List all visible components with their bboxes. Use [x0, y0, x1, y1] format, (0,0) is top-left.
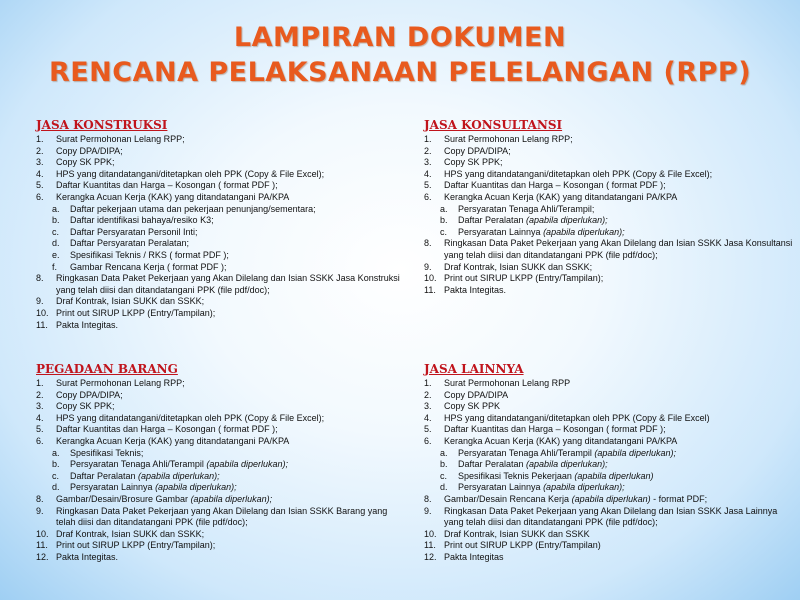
list-item: [36, 529, 406, 541]
item-note: (apabila diperlukan);: [543, 226, 625, 237]
item-text: Daftar Kuantitas dan Harga – Kosongan ( format PDF );: [444, 424, 666, 435]
item-number: 2.: [36, 389, 44, 400]
item-text: Spesifikasi Teknis;: [70, 447, 144, 458]
item-number: 1.: [424, 134, 432, 144]
list-item: [36, 157, 406, 169]
item-number: 5.: [36, 180, 44, 191]
item-text: Ringkasan Data Paket Pekerjaan yang Akan Dilelang dan Isian SSKK Jasa Konsultansi yang telah diisi dan ditandatangani PPK (file pdf/doc);: [444, 238, 793, 260]
item-number: a.: [52, 203, 60, 214]
item-number: 11.: [36, 319, 48, 330]
item-text: Persyaratan Lainnya: [458, 226, 544, 237]
list-item: [424, 529, 794, 541]
item-text: Spesifikasi Teknis Pekerjaan: [458, 470, 575, 481]
item-text: Pakta Integitas.: [56, 551, 119, 562]
list-item: [36, 308, 406, 320]
list-item: [36, 436, 406, 448]
item-number: b.: [52, 215, 60, 226]
list-item: [424, 262, 794, 274]
item-text: Surat Permohonan Lelang RPP;: [56, 134, 185, 144]
item-text: Daftar identifikasi bahaya/resiko K3;: [70, 215, 214, 226]
item-number: 8.: [424, 493, 432, 504]
item-number: 9.: [424, 505, 432, 516]
list-item: [424, 146, 794, 158]
list-item: [424, 506, 794, 529]
numbered-list: [424, 134, 794, 204]
item-number: d.: [52, 482, 60, 493]
list-item: [424, 436, 794, 448]
sub-list-item: [424, 482, 794, 494]
item-note: (apabila diperlukan): [574, 470, 654, 481]
item-text: Persyaratan Tenaga Ahli/Terampil: [70, 459, 207, 470]
item-text: Ringkasan Data Paket Pekerjaan yang Akan Dilelang dan Isian SSKK Jasa Lainnya yang telah diisi dan ditandatangani PPK (file pdf/doc);: [444, 505, 778, 528]
numbered-list: [424, 238, 794, 296]
list-item: [36, 494, 406, 506]
item-number: 11.: [424, 284, 436, 295]
item-note: (apabila diperlukan);: [594, 447, 676, 458]
item-number: 4.: [424, 412, 432, 423]
sub-list-item: [424, 448, 794, 460]
item-list: [424, 134, 794, 296]
item-number: c.: [440, 470, 448, 481]
sub-list-item: [36, 262, 406, 274]
list-item: [424, 494, 794, 506]
sub-list-item: [36, 448, 406, 460]
item-note: (apabila diperlukan);: [138, 470, 220, 481]
list-item: [36, 192, 406, 204]
item-text: Daftar Kuantitas dan Harga – Kosongan ( format PDF );: [56, 424, 278, 435]
item-number: f.: [52, 261, 58, 272]
item-text: Pakta Integitas.: [444, 284, 507, 295]
item-number: 8.: [424, 238, 432, 249]
sub-item-list: [36, 204, 406, 274]
item-note: (apabila diperlukan);: [543, 482, 625, 493]
numbered-list: [36, 494, 406, 564]
title-line-1: LAMPIRAN DOKUMEN: [233, 22, 567, 53]
item-text: Copy SK PPK;: [56, 157, 115, 168]
item-number: b.: [440, 215, 448, 226]
item-text: HPS yang ditandatangani/ditetapkan oleh PPK (Copy & File Excel);: [444, 168, 713, 179]
item-number: 10.: [36, 528, 49, 539]
list-item: [424, 169, 794, 181]
item-note: (apabila diperlukan);: [190, 493, 273, 504]
item-number: 3.: [424, 401, 432, 412]
item-number: e.: [52, 249, 60, 260]
item-text: Persyaratan Lainnya: [70, 482, 156, 493]
item-list: [36, 134, 406, 331]
sub-list-item: [36, 250, 406, 262]
item-list: [424, 378, 794, 564]
list-item: [424, 378, 794, 390]
list-item: [36, 390, 406, 402]
item-text: HPS yang ditandatangani/ditetapkan oleh PPK (Copy & File Excel): [444, 412, 710, 423]
item-text: Print out SIRUP LKPP (Entry/Tampilan);: [56, 307, 216, 318]
sub-list-item: [424, 459, 794, 471]
item-text: Daftar Persyaratan Personil Inti;: [70, 226, 198, 237]
item-number: a.: [440, 447, 448, 458]
item-text: Daftar Kuantitas dan Harga – Kosongan ( format PDF );: [444, 180, 666, 191]
item-text: Copy DPA/DIPA: [444, 389, 509, 400]
item-text: Kerangka Acuan Kerja (KAK) yang ditandatangani PA/KPA: [444, 191, 678, 202]
numbered-list: [36, 273, 406, 331]
sub-list-item: [424, 204, 794, 216]
item-text: Surat Permohonan Lelang RPP;: [56, 378, 185, 388]
list-item: [36, 180, 406, 192]
item-number: 12.: [424, 551, 437, 562]
item-number: 9.: [36, 296, 44, 307]
item-number: 10.: [36, 307, 49, 318]
numbered-list: [36, 378, 406, 448]
section-heading: PEGADAAN BARANG: [36, 362, 178, 376]
item-number: b.: [52, 459, 60, 470]
item-text: Kerangka Acuan Kerja (KAK) yang ditandatangani PA/KPA: [56, 191, 290, 202]
item-number: 12.: [36, 551, 49, 562]
item-text: Gambar/Desain Rencana Kerja: [444, 493, 572, 504]
section-heading: JASA KONSULTANSI: [424, 118, 563, 132]
item-text: Pakta Integitas.: [56, 319, 119, 330]
item-text: Print out SIRUP LKPP (Entry/Tampilan);: [444, 273, 604, 284]
list-item: [36, 540, 406, 552]
item-list: [36, 378, 406, 564]
list-item: [424, 424, 794, 436]
list-item: [424, 390, 794, 402]
section-heading: JASA KONSTRUKSI: [36, 118, 168, 132]
item-text: Persyaratan Lainnya: [458, 482, 544, 493]
sub-item-list: [424, 448, 794, 494]
item-text: Copy SK PPK;: [56, 401, 115, 412]
list-item: [424, 180, 794, 192]
item-number: 3.: [36, 401, 44, 412]
item-text: HPS yang ditandatangani/ditetapkan oleh PPK (Copy & File Excel);: [56, 168, 325, 179]
item-text: Daftar Peralatan: [458, 459, 527, 470]
item-text: Print out SIRUP LKPP (Entry/Tampilan);: [56, 540, 216, 551]
item-text: Daftar Peralatan: [70, 470, 139, 481]
section-jasa-lainnya: [424, 362, 794, 564]
section-pengadaan-barang: [36, 362, 406, 564]
item-number: 5.: [424, 180, 432, 191]
item-number: 10.: [424, 528, 437, 539]
list-item: [424, 413, 794, 425]
sub-list-item: [36, 204, 406, 216]
item-number: a.: [52, 447, 60, 458]
sub-list-item: [36, 227, 406, 239]
list-item: [36, 320, 406, 332]
sub-list-item: [424, 227, 794, 239]
item-number: c.: [52, 226, 60, 237]
item-text: Copy SK PPK;: [444, 157, 503, 168]
list-item: [36, 134, 406, 146]
item-number: 1.: [424, 378, 432, 388]
item-text: Daftar Kuantitas dan Harga – Kosongan ( format PDF );: [56, 180, 278, 191]
item-text: Kerangka Acuan Kerja (KAK) yang ditandatangani PA/KPA: [56, 435, 290, 446]
item-text: Gambar Rencana Kerja ( format PDF );: [70, 261, 227, 272]
item-number: 3.: [424, 157, 432, 168]
item-text: Print out SIRUP LKPP (Entry/Tampilan): [444, 540, 601, 551]
item-note: (apabila diperlukan);: [526, 215, 608, 226]
list-item: [424, 157, 794, 169]
item-number: a.: [440, 203, 448, 214]
section-jasa-konstruksi: [36, 118, 406, 331]
item-text: Copy DPA/DIPA;: [56, 389, 123, 400]
list-item: [424, 540, 794, 552]
item-number: 6.: [36, 435, 44, 446]
list-item: [36, 506, 406, 529]
item-text: Persyaratan Tenaga Ahli/Terampil: [458, 447, 595, 458]
item-text: Gambar/Desain/Brosure Gambar: [56, 493, 191, 504]
item-text: Daftar Persyaratan Peralatan;: [70, 238, 190, 249]
item-number: 6.: [424, 435, 432, 446]
list-item: [424, 552, 794, 564]
item-text: Pakta Integitas: [444, 551, 504, 562]
sub-list-item: [424, 471, 794, 483]
section-jasa-konsultansi: [424, 118, 794, 296]
numbered-list: [36, 134, 406, 204]
item-text: Surat Permohonan Lelang RPP;: [444, 134, 573, 144]
list-item: [36, 169, 406, 181]
item-number: 10.: [424, 273, 437, 284]
item-number: 1.: [36, 134, 44, 144]
item-note: (apabila diperlukan);: [155, 482, 237, 493]
item-number: 11.: [424, 540, 436, 551]
numbered-list: [424, 378, 794, 448]
sub-list-item: [36, 482, 406, 494]
list-item: [36, 424, 406, 436]
item-text: Spesifikasi Teknis / RKS ( format PDF );: [70, 249, 229, 260]
item-number: 4.: [36, 412, 44, 423]
item-text: Copy SK PPK: [444, 401, 501, 412]
item-text: Draf Kontrak, Isian SUKK dan SSKK;: [56, 528, 205, 539]
item-number: 2.: [424, 389, 432, 400]
item-text: Ringkasan Data Paket Pekerjaan yang Akan Dilelang dan Isian SSKK Barang yang telah diisi dan ditandatangani PPK (file pdf/doc);: [56, 505, 388, 528]
item-number: c.: [440, 226, 448, 237]
item-number: b.: [440, 459, 448, 470]
item-number: 1.: [36, 378, 44, 388]
list-item: [36, 273, 406, 296]
item-number: 11.: [36, 540, 48, 551]
item-note: (apabila diperlukan);: [206, 459, 288, 470]
item-number: 6.: [424, 191, 432, 202]
item-text: Surat Permohonan Lelang RPP: [444, 378, 571, 388]
list-item: [424, 192, 794, 204]
sub-item-list: [424, 204, 794, 239]
list-item: [36, 378, 406, 390]
sub-item-list: [36, 448, 406, 494]
item-text: Daftar Peralatan: [458, 215, 527, 226]
item-number: 9.: [36, 505, 44, 516]
item-number: 3.: [36, 157, 44, 168]
list-item: [424, 285, 794, 297]
item-note: (apabila diperlukan);: [526, 459, 608, 470]
numbered-list: [424, 494, 794, 564]
item-text: Copy DPA/DIPA;: [56, 145, 123, 156]
item-text: Ringkasan Data Paket Pekerjaan yang Akan Dilelang dan Isian SSKK Jasa Konstruksi yang telah diisi dan ditandatangani PPK (file pdf/doc);: [56, 273, 400, 295]
sub-list-item: [36, 238, 406, 250]
list-item: [36, 296, 406, 308]
item-number: 5.: [36, 424, 44, 435]
item-number: d.: [440, 482, 448, 493]
item-number: 5.: [424, 424, 432, 435]
list-item: [424, 134, 794, 146]
item-note: (apabila diperlukan): [571, 493, 651, 504]
item-text: Draf Kontrak, Isian SUKK dan SSKK;: [444, 261, 593, 272]
item-number: 2.: [36, 145, 44, 156]
item-number: 6.: [36, 191, 44, 202]
item-number: 8.: [36, 273, 44, 284]
title-line-2: RENCANA PELAKSANAAN PELELANGAN (RPP): [48, 57, 752, 88]
item-text: Kerangka Acuan Kerja (KAK) yang ditandatangani PA/KPA: [444, 435, 678, 446]
list-item: [36, 146, 406, 158]
item-number: 4.: [424, 168, 432, 179]
sub-list-item: [36, 471, 406, 483]
item-number: 2.: [424, 145, 432, 156]
item-number: c.: [52, 470, 60, 481]
sub-list-item: [36, 215, 406, 227]
item-number: 8.: [36, 493, 44, 504]
item-text: Persyaratan Tenaga Ahli/Terampil;: [458, 203, 595, 214]
section-heading: JASA LAINNYA: [424, 362, 524, 376]
sub-list-item: [36, 459, 406, 471]
list-item: [36, 552, 406, 564]
list-item: [424, 273, 794, 285]
list-item: [424, 401, 794, 413]
list-item: [36, 401, 406, 413]
item-suffix: - format PDF;: [650, 493, 708, 504]
item-text: HPS yang ditandatangani/ditetapkan oleh PPK (Copy & File Excel);: [56, 412, 325, 423]
item-number: 4.: [36, 168, 44, 179]
item-text: Draf Kontrak, Isian SUKK dan SSKK: [444, 528, 590, 539]
item-text: Draf Kontrak, Isian SUKK dan SSKK;: [56, 296, 205, 307]
item-number: 9.: [424, 261, 432, 272]
item-text: Copy DPA/DIPA;: [444, 145, 511, 156]
item-text: Daftar pekerjaan utama dan pekerjaan penunjang/sementara;: [70, 203, 316, 214]
item-number: d.: [52, 238, 60, 249]
sub-list-item: [424, 215, 794, 227]
list-item: [36, 413, 406, 425]
list-item: [424, 238, 794, 261]
